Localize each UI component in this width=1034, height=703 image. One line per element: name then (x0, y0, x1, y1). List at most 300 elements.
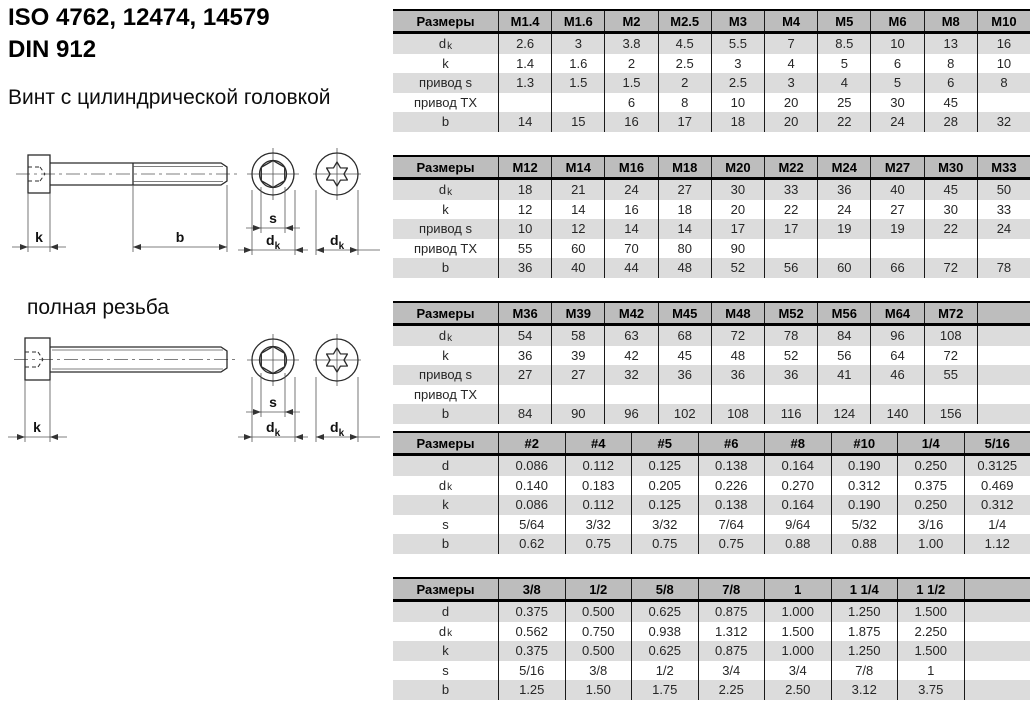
table-cell: 24 (977, 219, 1030, 239)
table-cell: 19 (817, 219, 870, 239)
table-row (393, 680, 1030, 700)
column-header: 7/8 (698, 579, 765, 599)
table-cell: 18 (711, 112, 764, 132)
row-label (393, 404, 498, 424)
row-dimension-header: Размеры (416, 159, 475, 175)
table-cell: 22 (764, 200, 817, 220)
table-cell: 10 (870, 34, 923, 54)
column-header: #10 (831, 433, 898, 453)
table-cell: 0.190 (831, 495, 898, 515)
column-header: M2 (604, 11, 657, 31)
row-label-subscript: k (447, 332, 453, 344)
screw-drawing-full-thread (0, 325, 395, 450)
column-header: M52 (764, 303, 817, 323)
table-cell: 1/4 (964, 515, 1031, 535)
table-cell: 16 (604, 200, 657, 220)
row-label (393, 258, 498, 278)
row-label-text: k (442, 643, 449, 659)
row-label (393, 622, 498, 642)
table-cell: 1.500 (897, 602, 964, 622)
table-cell (977, 239, 1030, 259)
row-label-subscript: k (447, 40, 453, 52)
table-cell: 0.562 (498, 622, 565, 642)
table-cell: 0.500 (565, 602, 632, 622)
table-cell: 20 (764, 93, 817, 113)
table-cell: 3 (764, 73, 817, 93)
table-cell-blank (964, 622, 1031, 642)
table-cell: 3/4 (764, 661, 831, 681)
row-label-subscript: k (447, 628, 453, 640)
column-header: M14 (551, 157, 604, 177)
table-cell: 6 (924, 73, 977, 93)
table-cell: 7 (764, 34, 817, 54)
row-dimension-header: Размеры (416, 305, 475, 321)
table-cell: 2 (604, 54, 657, 74)
page-subtitle: Винт с цилиндрической головкой (8, 86, 331, 109)
row-label-subscript: k (447, 482, 453, 494)
table-row (393, 258, 1030, 278)
table-cell: 30 (870, 93, 923, 113)
spec-table-metric-large (393, 301, 1030, 424)
table-cell: 13 (924, 34, 977, 54)
row-label (393, 495, 498, 515)
table-cell: 36 (711, 365, 764, 385)
row-label (393, 326, 498, 346)
table-cell: 1.500 (764, 622, 831, 642)
table-cell: 24 (817, 200, 870, 220)
table-header-row (393, 431, 1030, 456)
table-cell: 6 (870, 54, 923, 74)
column-header: 1 1/4 (831, 579, 898, 599)
row-label (393, 219, 498, 239)
row-label-text: k (442, 201, 449, 217)
table-cell: 3.12 (831, 680, 898, 700)
table-row (393, 326, 1030, 346)
row-label-text: привод TX (413, 94, 478, 110)
row-label-text: b (441, 682, 450, 698)
table-row (393, 661, 1030, 681)
column-header: #6 (698, 433, 765, 453)
table-cell: 0.375 (897, 476, 964, 496)
table-cell: 24 (870, 112, 923, 132)
column-header: 1/4 (897, 433, 964, 453)
table-cell: 102 (658, 404, 711, 424)
column-header: M24 (817, 157, 870, 177)
table-cell: 72 (924, 346, 977, 366)
row-label (393, 661, 498, 681)
table-cell (764, 385, 817, 405)
table-cell: 45 (658, 346, 711, 366)
row-label (393, 200, 498, 220)
table-cell: 0.125 (631, 456, 698, 476)
column-header: M3 (711, 11, 764, 31)
table-cell: 0.62 (498, 534, 565, 554)
table-cell-blank (977, 385, 1030, 405)
table-cell: 45 (924, 93, 977, 113)
table-cell: 14 (658, 219, 711, 239)
table-cell: 44 (604, 258, 657, 278)
table-cell: 25 (817, 93, 870, 113)
table-cell: 64 (870, 346, 923, 366)
column-header: M20 (711, 157, 764, 177)
table-cell: 18 (658, 200, 711, 220)
row-label-subscript: k (447, 186, 453, 198)
table-cell: 27 (658, 180, 711, 200)
table-cell: 0.500 (565, 641, 632, 661)
dim-label-k: k (33, 419, 41, 435)
table-cell: 17 (711, 219, 764, 239)
table-cell: 0.75 (631, 534, 698, 554)
column-header: 1 (764, 579, 831, 599)
table-cell: 66 (870, 258, 923, 278)
table-cell: 45 (924, 180, 977, 200)
table-cell: 3 (711, 54, 764, 74)
dim-label-s: s (269, 394, 277, 410)
row-label-text: b (441, 536, 450, 552)
table-header-row (393, 9, 1030, 34)
table-cell: 0.75 (698, 534, 765, 554)
column-header: #8 (764, 433, 831, 453)
table-cell: 1.875 (831, 622, 898, 642)
table-cell: 1/2 (631, 661, 698, 681)
table-cell (498, 93, 551, 113)
column-header: M5 (817, 11, 870, 31)
table-cell: 0.375 (498, 641, 565, 661)
table-cell: 1.250 (831, 641, 898, 661)
table-cell (870, 385, 923, 405)
table-cell: 2.25 (698, 680, 765, 700)
table-row (393, 93, 1030, 113)
row-label-text: привод s (419, 75, 472, 91)
screw-drawing-partial-thread (0, 140, 395, 265)
spec-table-metric-small (393, 9, 1030, 132)
row-label (393, 385, 498, 405)
table-cell: 1 (897, 661, 964, 681)
column-header: #5 (631, 433, 698, 453)
row-dimension-header: Размеры (416, 435, 475, 451)
row-label (393, 112, 498, 132)
row-dimension-header: Размеры (416, 13, 475, 29)
row-label (393, 680, 498, 700)
table-cell-blank (964, 641, 1031, 661)
table-cell: 2.6 (498, 34, 551, 54)
row-label-text: b (441, 406, 450, 422)
table-cell: 17 (658, 112, 711, 132)
table-header-row (393, 155, 1030, 180)
table-cell-blank (964, 661, 1031, 681)
table-row (393, 239, 1030, 259)
table-cell: 2.250 (897, 622, 964, 642)
table-cell: 0.112 (565, 495, 632, 515)
row-label-text: k (442, 497, 449, 513)
table-row (393, 385, 1030, 405)
row-label-text: k (442, 55, 449, 71)
column-header: M33 (977, 157, 1030, 177)
table-cell-blank (977, 404, 1030, 424)
column-header: M8 (924, 11, 977, 31)
table-cell: 60 (551, 239, 604, 259)
table-cell: 96 (870, 326, 923, 346)
table-row (393, 180, 1030, 200)
table-cell: 96 (604, 404, 657, 424)
column-header: M1.4 (498, 11, 551, 31)
table-cell: 7/8 (831, 661, 898, 681)
table-cell: 1.4 (498, 54, 551, 74)
dim-label-b: b (175, 229, 185, 245)
table-cell: 1.6 (551, 54, 604, 74)
table-cell: 5 (817, 54, 870, 74)
table-row (393, 73, 1030, 93)
table-cell: 14 (604, 219, 657, 239)
table-cell: 30 (924, 200, 977, 220)
table-cell: 0.75 (565, 534, 632, 554)
table-cell: 28 (924, 112, 977, 132)
dim-label-dk: $d_k$ (330, 419, 345, 439)
table-cell-blank (977, 346, 1030, 366)
table-cell: 33 (764, 180, 817, 200)
table-row (393, 365, 1030, 385)
column-header: M12 (498, 157, 551, 177)
table-cell: 0.312 (964, 495, 1031, 515)
table-cell: 9/64 (764, 515, 831, 535)
column-header: M42 (604, 303, 657, 323)
table-cell: 36 (498, 258, 551, 278)
row-label (393, 515, 498, 535)
table-cell: 0.312 (831, 476, 898, 496)
table-cell: 40 (870, 180, 923, 200)
table-cell: 5/32 (831, 515, 898, 535)
row-label (393, 180, 498, 200)
table-cell (870, 239, 923, 259)
column-header: M72 (924, 303, 977, 323)
table-cell: 68 (658, 326, 711, 346)
column-header: M1.6 (551, 11, 604, 31)
row-label-text: d (438, 328, 447, 344)
table-cell: 1.000 (764, 641, 831, 661)
table-cell: 5/16 (498, 661, 565, 681)
table-cell: 0.190 (831, 456, 898, 476)
dim-label-dk: $d_k$ (266, 419, 281, 439)
table-row (393, 219, 1030, 239)
table-cell (764, 239, 817, 259)
row-label-text: d (438, 477, 447, 493)
row-label (393, 239, 498, 259)
table-cell: 4 (817, 73, 870, 93)
row-label (393, 93, 498, 113)
table-cell: 84 (817, 326, 870, 346)
table-cell (658, 385, 711, 405)
dim-label-dk: $d_k$ (266, 232, 281, 252)
table-cell (498, 385, 551, 405)
column-header: M6 (870, 11, 923, 31)
column-header: M22 (764, 157, 817, 177)
table-cell: 3.75 (897, 680, 964, 700)
table-cell: 2 (658, 73, 711, 93)
table-cell (817, 239, 870, 259)
row-label (393, 34, 498, 54)
table-cell: 2.5 (658, 54, 711, 74)
table-cell (551, 93, 604, 113)
column-header: 5/8 (631, 579, 698, 599)
table-cell: 0.625 (631, 641, 698, 661)
table-cell: 1.5 (551, 73, 604, 93)
table-cell (977, 93, 1030, 113)
table-cell: 60 (817, 258, 870, 278)
table-cell: 8 (977, 73, 1030, 93)
column-header: M18 (658, 157, 711, 177)
table-cell: 0.250 (897, 456, 964, 476)
row-label-text: привод s (419, 367, 472, 383)
table-row (393, 495, 1030, 515)
table-cell: 0.250 (897, 495, 964, 515)
table-cell: 0.88 (764, 534, 831, 554)
table-cell: 58 (551, 326, 604, 346)
table-cell: 78 (764, 326, 817, 346)
table-row (393, 602, 1030, 622)
table-cell: 32 (604, 365, 657, 385)
column-header: M48 (711, 303, 764, 323)
table-cell: 0.938 (631, 622, 698, 642)
table-cell: 0.086 (498, 456, 565, 476)
table-cell-blank (977, 365, 1030, 385)
table-cell: 0.88 (831, 534, 898, 554)
row-label-text: d (438, 623, 447, 639)
table-cell: 3/32 (565, 515, 632, 535)
column-header: M39 (551, 303, 604, 323)
table-header-row (393, 301, 1030, 326)
table-cell: 10 (977, 54, 1030, 74)
row-label-text: d (438, 182, 447, 198)
table-cell: 56 (764, 258, 817, 278)
table-cell: 1.500 (897, 641, 964, 661)
column-header: 1/2 (565, 579, 632, 599)
table-cell: 14 (498, 112, 551, 132)
table-cell: 63 (604, 326, 657, 346)
table-cell: 27 (870, 200, 923, 220)
column-header: M45 (658, 303, 711, 323)
table-cell: 12 (498, 200, 551, 220)
dim-label-s: s (269, 210, 277, 226)
table-cell: 0.625 (631, 602, 698, 622)
table-cell: 3.8 (604, 34, 657, 54)
row-label-text: d (441, 604, 450, 620)
table-cell: 32 (977, 112, 1030, 132)
page-title-din: DIN 912 (8, 36, 97, 63)
table-cell: 0.750 (565, 622, 632, 642)
table-cell: 3/32 (631, 515, 698, 535)
column-header: M4 (764, 11, 817, 31)
table-cell: 50 (977, 180, 1030, 200)
table-cell: 0.3125 (964, 456, 1031, 476)
table-cell: 0.125 (631, 495, 698, 515)
table-cell: 42 (604, 346, 657, 366)
table-cell: 10 (711, 93, 764, 113)
table-cell: 156 (924, 404, 977, 424)
table-row (393, 456, 1030, 476)
table-row (393, 200, 1030, 220)
table-cell: 5/64 (498, 515, 565, 535)
table-cell: 0.183 (565, 476, 632, 496)
table-cell: 21 (551, 180, 604, 200)
column-header: #2 (498, 433, 565, 453)
row-label-text: s (442, 516, 449, 532)
column-header: M56 (817, 303, 870, 323)
full-thread-label: полная резьба (27, 296, 170, 319)
column-header: #4 (565, 433, 632, 453)
column-header: M36 (498, 303, 551, 323)
table-row (393, 34, 1030, 54)
table-cell: 4 (764, 54, 817, 74)
table-cell: 36 (498, 346, 551, 366)
table-cell: 0.469 (964, 476, 1031, 496)
dim-label-dk: $d_k$ (330, 232, 345, 252)
table-cell (711, 385, 764, 405)
table-cell: 1.250 (831, 602, 898, 622)
table-cell: 90 (551, 404, 604, 424)
column-header: M16 (604, 157, 657, 177)
table-cell: 55 (924, 365, 977, 385)
spec-table-metric-medium (393, 155, 1030, 278)
table-cell: 0.138 (698, 456, 765, 476)
row-dimension-header: Размеры (416, 581, 475, 597)
table-cell: 30 (711, 180, 764, 200)
table-cell: 0.375 (498, 602, 565, 622)
table-cell: 48 (711, 346, 764, 366)
table-cell: 15 (551, 112, 604, 132)
table-cell: 140 (870, 404, 923, 424)
table-cell: 12 (551, 219, 604, 239)
row-label (393, 602, 498, 622)
table-cell: 1.3 (498, 73, 551, 93)
table-cell: 72 (924, 258, 977, 278)
row-label-text: привод TX (413, 240, 478, 256)
row-label-text: привод s (419, 221, 472, 237)
table-row (393, 346, 1030, 366)
table-row (393, 112, 1030, 132)
row-label (393, 534, 498, 554)
table-cell: 20 (764, 112, 817, 132)
table-cell: 40 (551, 258, 604, 278)
table-cell: 8 (658, 93, 711, 113)
table-cell: 22 (817, 112, 870, 132)
table-cell (551, 385, 604, 405)
table-cell: 70 (604, 239, 657, 259)
table-cell: 39 (551, 346, 604, 366)
row-label-text: d (438, 36, 447, 52)
table-cell: 3 (551, 34, 604, 54)
table-cell: 108 (711, 404, 764, 424)
table-cell-blank (964, 602, 1031, 622)
table-cell: 0.205 (631, 476, 698, 496)
table-cell: 108 (924, 326, 977, 346)
table-cell: 16 (604, 112, 657, 132)
table-cell: 0.226 (698, 476, 765, 496)
spec-table-inch-large (393, 577, 1030, 700)
table-row (393, 404, 1030, 424)
table-cell: 24 (604, 180, 657, 200)
table-cell: 7/64 (698, 515, 765, 535)
column-header: 5/16 (964, 433, 1031, 453)
spec-table-inch-small (393, 431, 1030, 554)
row-label-text: привод TX (413, 386, 478, 402)
table-cell: 54 (498, 326, 551, 346)
table-cell: 0.138 (698, 495, 765, 515)
table-cell: 17 (764, 219, 817, 239)
row-label (393, 641, 498, 661)
table-cell: 90 (711, 239, 764, 259)
table-cell: 5 (870, 73, 923, 93)
table-row (393, 534, 1030, 554)
